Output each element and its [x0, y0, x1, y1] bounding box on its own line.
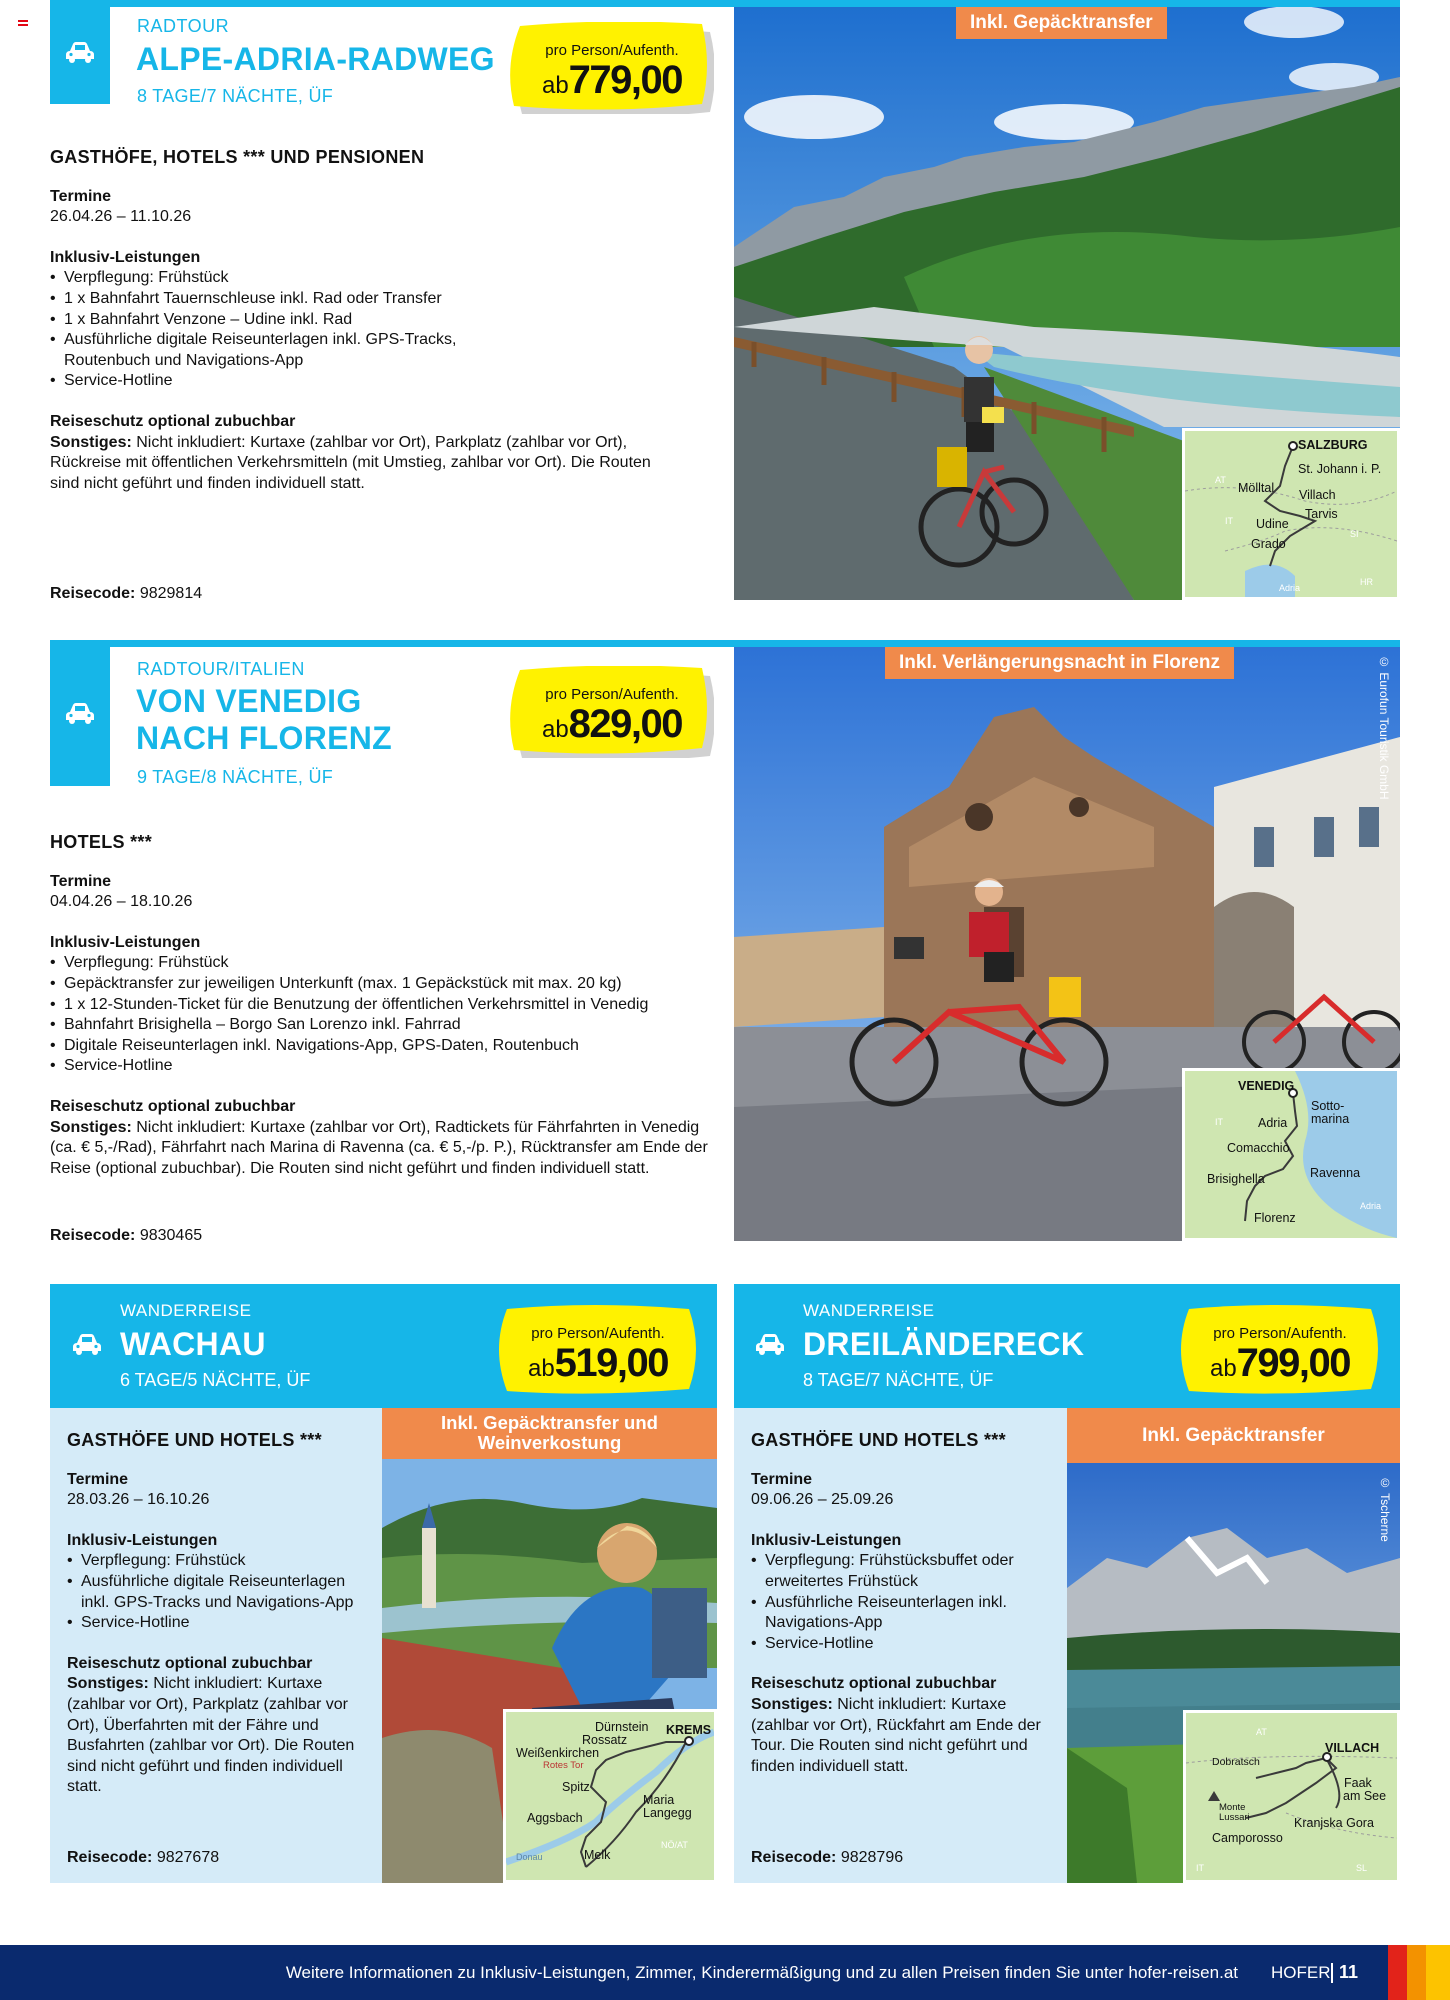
sonstiges-text: Sonstiges: Nicht inkludiert: Kurtaxe (zahlbar vor Ort), Rückfahrt am Ende der Tour. Die Routen sind nicht geführt und finden individuell statt. — [751, 1695, 1041, 1775]
card-dreilaendereck — [734, 1284, 1400, 1883]
highlight-tag: Inkl. Gepäcktransfer und Weinverkostung — [382, 1408, 717, 1459]
card-title: DREILÄNDERECK — [803, 1326, 1085, 1362]
inklusiv-label: Inklusiv-Leistungen — [751, 1531, 902, 1549]
card-duration: 6 TAGE/5 NÄCHTE, ÜF — [120, 1370, 311, 1390]
reiseschutz-label: Reiseschutz optional zubuchbar — [751, 1675, 997, 1693]
card-header — [734, 1284, 1400, 1408]
termine-label: Termine — [751, 1470, 813, 1488]
price-value: ab829,00 — [541, 702, 683, 746]
car-icon — [65, 41, 95, 63]
offer-details — [50, 832, 722, 1179]
offer-title: ALPE-ADRIA-RADWEG — [136, 41, 495, 77]
termine-value: 04.04.26 – 18.10.26 — [50, 893, 193, 911]
sonstiges-text: Sonstiges: Nicht inkludiert: Kurtaxe (zahlbar vor Ort), Parkplatz (zahlbar vor Ort), Überfahrten mit der Fähre und Busfahrten (zahlbar vor Ort). Die Routen sind nicht geführt und finden individuell statt. — [67, 1675, 355, 1796]
footer-stripe-red — [1388, 1945, 1407, 2000]
offer-title: VON VENEDIG NACH FLORENZ — [136, 683, 393, 756]
list-item: • Ausführliche Reiseunterlagen inkl. Navigations-App — [751, 1593, 1061, 1634]
highlight-tag: Inkl. Gepäcktransfer — [1067, 1408, 1400, 1463]
card-details — [751, 1430, 1061, 1777]
accommodation-heading: GASTHÖFE, HOTELS *** UND PENSIONEN — [50, 147, 425, 167]
price-badge — [510, 22, 714, 114]
highlight-tag: Inkl. Verlängerungsnacht in Florenz — [885, 647, 1234, 679]
list-item: • Service-Hotline — [751, 1634, 1061, 1655]
car-icon — [72, 1333, 102, 1355]
reisecode: Reisecode: 9827678 — [67, 1849, 220, 1866]
price-badge — [493, 1305, 703, 1397]
car-icon — [755, 1333, 785, 1355]
footer-brand: HOFER — [1271, 1963, 1331, 1982]
card-details — [67, 1430, 372, 1798]
offer-duration: 9 TAGE/8 NÄCHTE, ÜF — [137, 767, 334, 787]
list-item: • Ausführliche digitale Reiseunterlagen inkl. GPS-Tracks, Routenbuch und Navigations-App — [50, 330, 720, 371]
page-number: 11 — [1339, 1962, 1359, 1982]
offer-details — [50, 147, 720, 494]
price-value: ab799,00 — [1209, 1341, 1351, 1385]
termine-label: Termine — [50, 187, 112, 205]
list-item: • Digitale Reiseunterlagen inkl. Navigations-App, GPS-Daten, Routenbuch — [50, 1036, 722, 1057]
list-item: • 1 x 12-Stunden-Ticket für die Benutzung der öffentlichen Verkehrsmittel in Venedig — [50, 995, 722, 1016]
price-badge — [1175, 1305, 1385, 1397]
route-map-alpe-adria: SALZBURG St. Johann i. P. Mölltal Villach Tarvis Udine Grado AT IT SI HR Adria — [1182, 428, 1400, 600]
reisecode: Reisecode: 9828796 — [751, 1849, 904, 1866]
price-label: pro Person/Aufenth. — [531, 1325, 665, 1342]
list-item: • Verpflegung: Frühstück — [67, 1551, 372, 1572]
offer-icon-box — [50, 0, 110, 104]
offer-icon-box — [50, 640, 110, 786]
offer-alpe-adria — [0, 0, 1450, 610]
card-wachau — [50, 1284, 717, 1883]
list-item: • Service-Hotline — [67, 1613, 372, 1634]
offer-top-bar — [50, 640, 1400, 647]
card-title: WACHAU — [120, 1326, 266, 1362]
inklusiv-list — [67, 1551, 372, 1633]
inklusiv-list — [50, 953, 722, 1077]
footer-stripe-orange — [1407, 1945, 1426, 2000]
route-map-venedig-florenz: VENEDIG Sotto- marina Adria Comacchio Ravenna Brisighella Florenz IT Adria — [1182, 1068, 1400, 1241]
photo-copyright: © Tscherne — [1378, 1476, 1392, 1542]
card-kicker: WANDERREISE — [120, 1301, 252, 1320]
termine-label: Termine — [67, 1470, 129, 1488]
price-badge — [510, 666, 714, 758]
offer-duration: 8 TAGE/7 NÄCHTE, ÜF — [137, 86, 334, 106]
route-map-dreilaendereck: AT VILLACH Dobratsch Faak am See Monte Lussari Kranjska Gora Camporosso IT SL — [1183, 1710, 1400, 1883]
photo-hiker-wachau — [382, 1408, 717, 1883]
offer-kicker: RADTOUR — [137, 16, 230, 36]
accommodation-heading: GASTHÖFE UND HOTELS *** — [67, 1430, 322, 1450]
list-item: • 1 x Bahnfahrt Venzone – Udine inkl. Rad — [50, 310, 720, 331]
list-item: • Verpflegung: Frühstück — [50, 953, 722, 974]
reiseschutz-label: Reiseschutz optional zubuchbar — [50, 412, 296, 430]
list-item: • Ausführliche digitale Reiseunterlagen inkl. GPS-Tracks und Navigations-App — [67, 1572, 372, 1613]
sonstiges-text: Sonstiges: Nicht inkludiert: Kurtaxe (zahlbar vor Ort), Radtickets für Fährfahrten in Venedig (ca. € 5,-/Rad), Fährfahrt nach Marina di Ravenna (ca. € 5,-/p. P.), Rücktransfer am Ende der Reise (optional zubuchbar). Die Routen sind nicht geführt und finden individuell statt. — [50, 1118, 708, 1177]
termine-value: 28.03.26 – 16.10.26 — [67, 1491, 210, 1509]
offer-venedig-florenz — [0, 640, 1450, 1250]
inklusiv-label: Inklusiv-Leistungen — [67, 1531, 218, 1549]
inklusiv-label: Inklusiv-Leistungen — [50, 248, 201, 266]
sonstiges-text: Sonstiges: Nicht inkludiert: Kurtaxe (zahlbar vor Ort), Parkplatz (zahlbar vor Ort), Rückreise mit öffentlichen Verkehrsmitteln (mit Umstieg, zahlbar vor Ort). Die Routen sind nicht geführt und finden individuell statt. — [50, 433, 651, 492]
offer-kicker: RADTOUR/ITALIEN — [137, 659, 305, 679]
footer-info-text: Weitere Informationen zu Inklusiv-Leistungen, Zimmer, Kinderermäßigung und zu allen Preisen finden Sie unter hofer-reisen.at — [285, 1963, 1238, 1982]
route-map-wachau: Dürnstein KREMS Rossatz Weißenkirchen Rotes Tor Spitz Maria Langegg Aggsbach Donau Melk NÖ/AT — [503, 1709, 717, 1883]
list-item: • Bahnfahrt Brisighella – Borgo San Lorenzo inkl. Fahrrad — [50, 1015, 722, 1036]
accommodation-heading: GASTHÖFE UND HOTELS *** — [751, 1430, 1006, 1450]
card-header — [50, 1284, 717, 1408]
list-item: • Service-Hotline — [50, 371, 720, 392]
list-item: • Verpflegung: Frühstück — [50, 268, 720, 289]
termine-value: 26.04.26 – 11.10.26 — [50, 208, 192, 226]
inklusiv-list — [50, 268, 720, 392]
reisecode: Reisecode: 9829814 — [50, 585, 203, 602]
card-duration: 8 TAGE/7 NÄCHTE, ÜF — [803, 1370, 994, 1390]
list-item: • Service-Hotline — [50, 1056, 722, 1077]
highlight-tag: Inkl. Gepäcktransfer — [956, 7, 1167, 39]
page-footer — [0, 1945, 1450, 2000]
list-item: • Verpflegung: Frühstücksbuffet oder erweitertes Frühstück — [751, 1551, 1061, 1592]
price-value: ab519,00 — [527, 1341, 669, 1385]
footer-stripe-yellow — [1426, 1945, 1450, 2000]
photo-cyclist-cathedral — [734, 647, 1400, 1241]
car-icon — [65, 702, 95, 724]
inklusiv-label: Inklusiv-Leistungen — [50, 933, 201, 951]
accommodation-heading: HOTELS *** — [50, 832, 153, 852]
termine-label: Termine — [50, 872, 112, 890]
inklusiv-list — [751, 1551, 1061, 1654]
termine-value: 09.06.26 – 25.09.26 — [751, 1491, 894, 1509]
photo-cyclist-alpine-river — [734, 7, 1400, 600]
reiseschutz-label: Reiseschutz optional zubuchbar — [67, 1654, 313, 1672]
reisecode: Reisecode: 9830465 — [50, 1227, 203, 1244]
offer-top-bar — [50, 0, 1400, 7]
reiseschutz-label: Reiseschutz optional zubuchbar — [50, 1097, 296, 1115]
card-kicker: WANDERREISE — [803, 1301, 935, 1320]
list-item: • 1 x Bahnfahrt Tauernschleuse inkl. Rad oder Transfer — [50, 289, 720, 310]
price-label: pro Person/Aufenth. — [1213, 1325, 1347, 1342]
photo-alpine-lake — [1067, 1408, 1400, 1883]
footer-separator — [1331, 1963, 1333, 1983]
price-value: ab779,00 — [541, 58, 683, 102]
photo-copyright: © Eurofun Touristik GmbH — [1377, 655, 1391, 800]
list-item: • Gepäcktransfer zur jeweiligen Unterkunft (max. 1 Gepäckstück mit max. 20 kg) — [50, 974, 722, 995]
price-label: pro Person/Aufenth. — [545, 42, 679, 59]
price-label: pro Person/Aufenth. — [545, 686, 679, 703]
